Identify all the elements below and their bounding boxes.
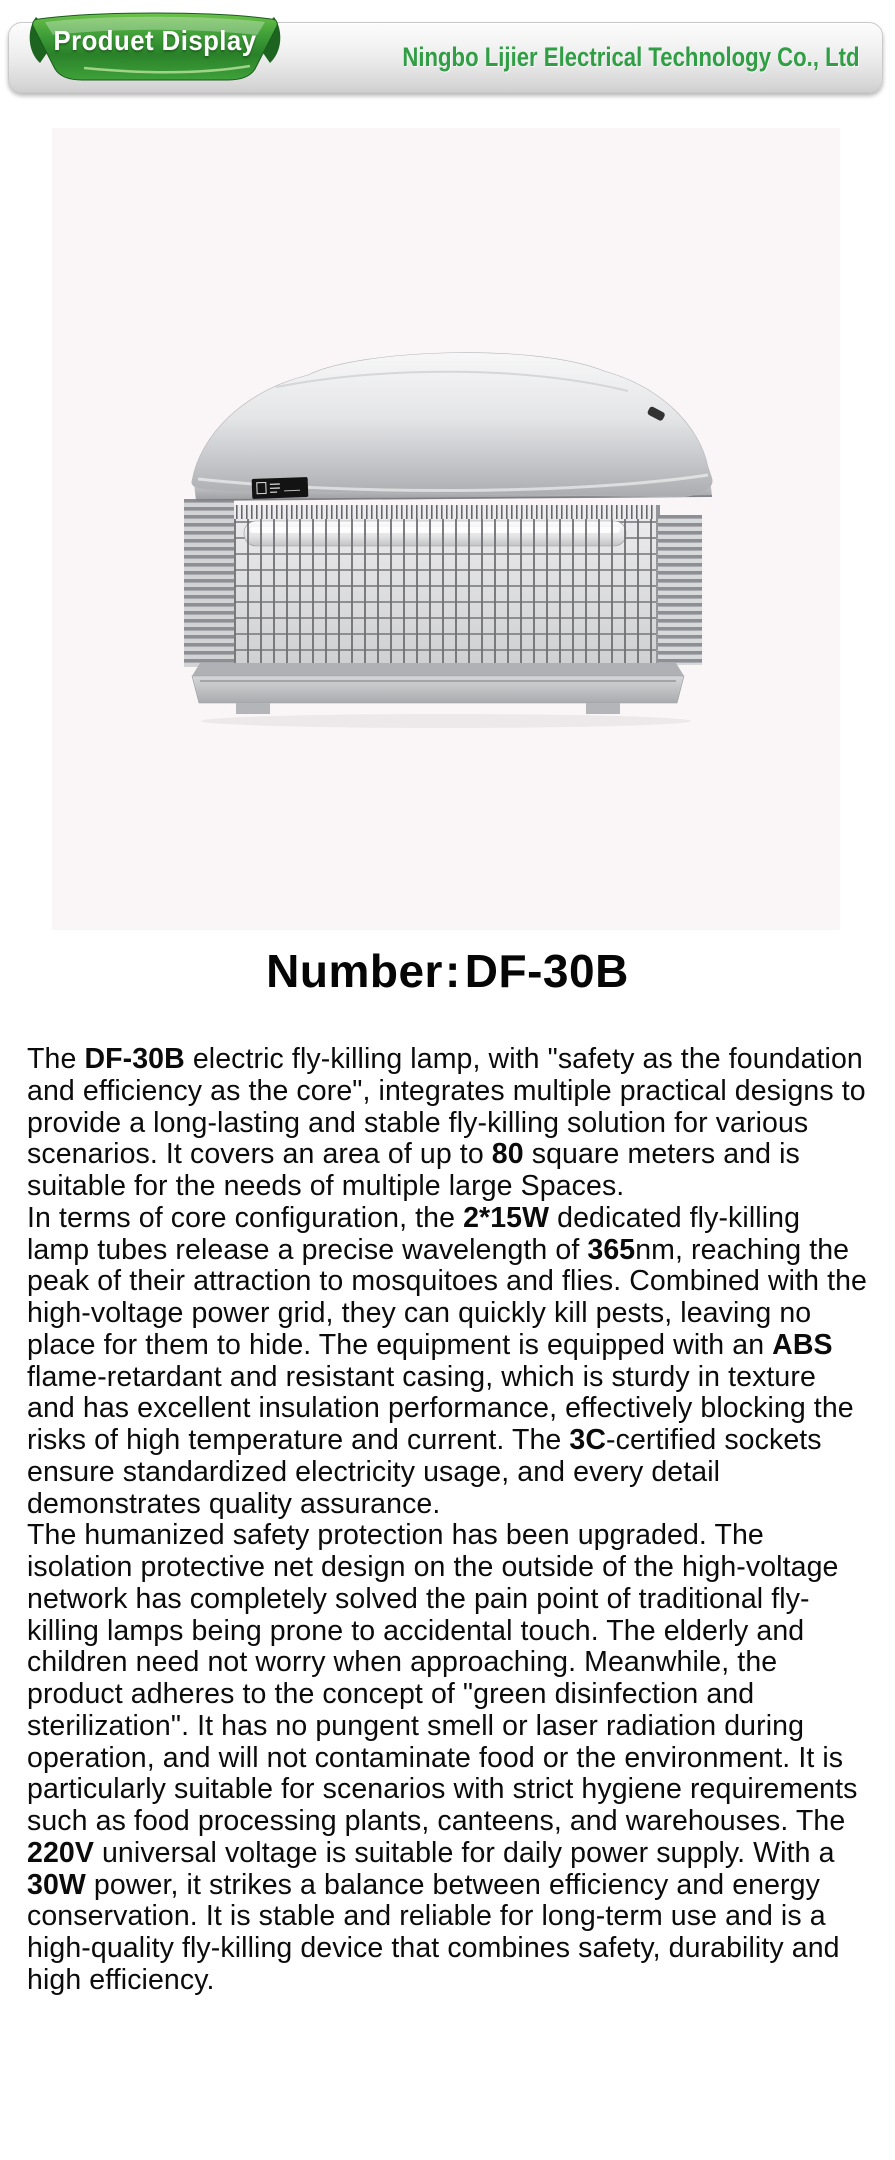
product-display-ribbon bbox=[26, 9, 284, 82]
product-photo bbox=[156, 329, 736, 729]
device-left-louver bbox=[184, 499, 234, 667]
page-header bbox=[0, 0, 895, 95]
product-description bbox=[27, 1044, 870, 1997]
product-image-card bbox=[52, 128, 840, 930]
base-foot-right bbox=[586, 703, 620, 714]
device-right-louver bbox=[658, 515, 702, 665]
product-model: DF-30B bbox=[464, 945, 629, 997]
device-dome bbox=[192, 353, 712, 501]
product-title bbox=[0, 944, 895, 998]
company-name: Ningbo Lijier Electrical Technology Co., Ltd bbox=[402, 42, 860, 72]
base-foot-left bbox=[236, 703, 270, 714]
brand-plate bbox=[252, 477, 309, 499]
description-paragraph: The DF-30B electric fly-killing lamp, with "safety as the foundation and efficiency as the core", integrates multiple practical designs to provide a long-lasting and stable fly-killing solution for various scenarios. It covers an area of up to 80 square meters and is suitable for the needs of multiple large Spaces. bbox=[27, 1043, 866, 1202]
device-shadow bbox=[201, 714, 691, 728]
description-paragraph: The humanized safety protection has been upgraded. The isolation protective net design on the outside of the high-voltage network has completely solved the pain point of traditional fly-killing lamps being prone to accidental touch. The elderly and children need not worry when approaching. Meanwhile, the product adheres to the concept of "green disinfection and sterilization". It has no pungent smell or laser radiation during operation, and will not contaminate food or the environment. It is particularly suitable for scenarios with strict hygiene requirements such as food processing plants, canteens, and warehouses. The 220V universal voltage is suitable for daily power supply. With a 30W power, it strikes a balance between efficiency and energy conservation. It is stable and reliable for long-term use and is a high-quality fly-killing device that combines safety, durability and high efficiency. bbox=[27, 1519, 858, 1996]
ribbon-label: Produet Display bbox=[53, 25, 257, 56]
product-title-colon: : bbox=[444, 945, 461, 997]
product-title-label: Number bbox=[266, 945, 443, 997]
device-base bbox=[192, 663, 684, 714]
device-cage bbox=[228, 505, 660, 665]
description-paragraph: In terms of core configuration, the 2*15W dedicated fly-killing lamp tubes release a precise wavelength of 365nm, reaching the peak of their attraction to mosquitoes and flies. Combined with the high-voltage power grid, they can quickly kill pests, leaving no place for them to hide. The equipment is equipped with an ABS flame-retardant and resistant casing, which is sturdy in texture and has excellent insulation performance, effectively blocking the risks of high temperature and current. The 3C-certified sockets ensure standardized electricity usage, and every detail demonstrates quality assurance. bbox=[27, 1201, 867, 1520]
